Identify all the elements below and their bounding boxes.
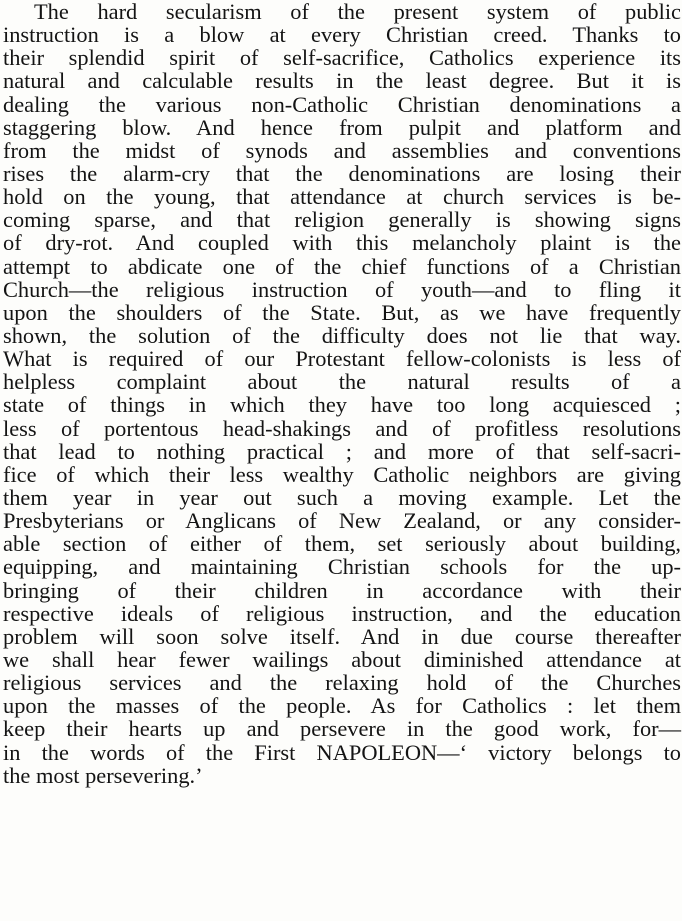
article-line-32: keep their hearts up and persevere in the good work, for— — [3, 716, 681, 742]
article-line-25: equipping, and maintaining Christian schools for the up- — [3, 554, 681, 580]
article-line-17: helpless complaint about the natural results of a — [3, 369, 681, 395]
article-line-5: dealing the various non-Catholic Christian denominations a — [3, 91, 681, 117]
article-line-2: instruction is a blow at every Christian creed. Thanks to — [3, 22, 681, 48]
article-line-1: The hard secularism of the present system of public — [34, 0, 681, 24]
article-line-31: upon the masses of the people. As for Catholics : let them — [3, 693, 681, 719]
article-line-24: able section of either of them, set seriously about building, — [3, 531, 681, 557]
article-line-4: natural and calculable results in the least degree. But it is — [3, 68, 681, 94]
article-line-15: shown, the solution of the difficulty does not lie that way. — [3, 322, 681, 348]
article-line-21: fice of which their less wealthy Catholic neighbors are giving — [3, 461, 681, 487]
article-column — [3, 0, 681, 787]
article-line-16: What is required of our Protestant fellow-colonists is less of — [3, 346, 681, 372]
article-line-19: less of portentous head-shakings and of profitless resolutions — [3, 415, 681, 441]
article-line-18: state of things in which they have too long acquiesced ; — [3, 392, 681, 418]
article-line-30: religious services and the relaxing hold of the Churches — [3, 670, 681, 696]
article-line-22: them year in year out such a moving example. Let the — [3, 484, 681, 510]
article-line-34: the most persevering.’ — [3, 762, 203, 788]
article-line-33: in the words of the First NAPOLEON—‘ victory belongs to — [3, 739, 681, 765]
article-line-9: hold on the young, that attendance at church services is be- — [3, 184, 681, 210]
article-line-3: their splendid spirit of self-sacrifice, Catholics experience its — [3, 45, 681, 71]
article-line-10: coming sparse, and that religion generally is showing signs — [3, 207, 681, 233]
article-line-14: upon the shoulders of the State. But, as we have frequently — [3, 299, 681, 325]
article-line-7: from the midst of synods and assemblies and conventions — [3, 137, 681, 163]
article-line-28: problem will soon solve itself. And in due course thereafter — [3, 623, 681, 649]
article-line-11: of dry-rot. And coupled with this melancholy plaint is the — [3, 230, 681, 256]
article-line-20: that lead to nothing practical ; and more of that self-sacri- — [3, 438, 681, 464]
article-line-26: bringing of their children in accordance with their — [3, 577, 681, 603]
article-line-6: staggering blow. And hence from pulpit and platform and — [3, 114, 681, 140]
article-line-13: Church—the religious instruction of youth—and to fling it — [3, 276, 681, 302]
article-line-23: Presbyterians or Anglicans of New Zealand, or any consider- — [3, 508, 681, 534]
article-line-27: respective ideals of religious instruction, and the education — [3, 600, 681, 626]
article-line-12: attempt to abdicate one of the chief functions of a Christian — [3, 253, 681, 279]
article-line-8: rises the alarm-cry that the denominations are losing their — [3, 160, 681, 186]
article-line-29: we shall hear fewer wailings about diminished attendance at — [3, 646, 681, 672]
